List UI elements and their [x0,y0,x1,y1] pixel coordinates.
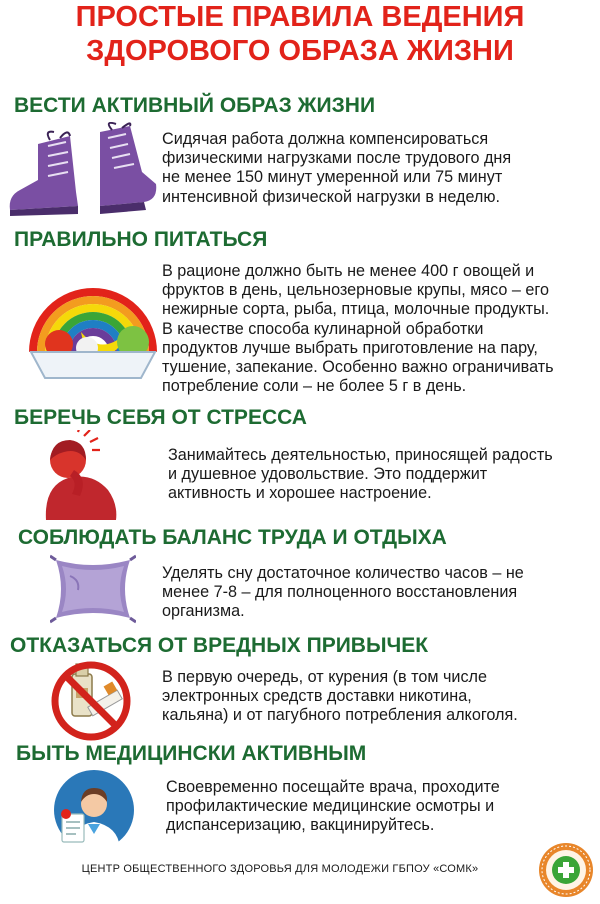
pillow-icon [50,554,136,624]
text-line: менее 7-8 – для полноценного восстановления [162,583,518,602]
section-heading-nutrition: ПРАВИЛЬНО ПИТАТЬСЯ [14,228,268,251]
section-heading-medical: БЫТЬ МЕДИЦИНСКИ АКТИВНЫМ [16,742,367,765]
text-line: В качестве способа кулинарной обработки [162,319,484,338]
text-line: не менее 150 минут умеренной или 75 минут [162,168,503,187]
text-line: и душевное удовольствие. Это поддержит [168,465,488,484]
page-title-line-1: ПРОСТЫЕ ПРАВИЛА ВЕДЕНИЯ [75,1,525,33]
section-text-work-rest [162,564,524,622]
text-line: профилактические медицинские осмотры и [166,797,495,816]
text-line: продуктов лучше выбрать приготовление на пару, [162,338,538,357]
text-line: потребление соли – не более 5 г в день. [162,377,467,396]
footer-organization: ЦЕНТР ОБЩЕСТВЕННОГО ЗДОРОВЬЯ ДЛЯ МОЛОДЕЖИ ГБПОУ «СОМК» [81,863,479,875]
no-smoking-drinking-icon [50,660,132,742]
text-line: Занимайтесь деятельностью, приносящей радость [168,446,553,464]
section-heading-stress: БЕРЕЧЬ СЕБЯ ОТ СТРЕССА [14,406,307,429]
text-line: Своевременно посещайте врача, проходите [166,778,500,796]
boots-icon [8,122,158,222]
section-heading-work-rest: СОБЛЮДАТЬ БАЛАНС ТРУДА И ОТДЫХА [18,526,447,549]
section-text-stress [168,446,553,504]
page-title [0,0,600,68]
text-line: кальяна) и от пагубного потребления алкоголя. [162,706,518,725]
section-text-nutrition [162,262,554,396]
section-text-bad-habits [162,668,518,726]
text-line: активность и хорошее настроение. [168,484,432,503]
section-text-active-lifestyle [162,130,511,207]
text-line: диспансеризацию, вакцинируйтесь. [166,816,435,835]
section-heading-bad-habits: ОТКАЗАТЬСЯ ОТ ВРЕДНЫХ ПРИВЫЧЕК [10,634,429,657]
text-line: Сидячая работа должна компенсироваться [162,130,489,148]
text-line: Уделять сну достаточное количество часов – не [162,564,524,582]
page-title-line-2: ЗДОРОВОГО ОБРАЗА ЖИЗНИ [86,35,514,67]
section-heading-active-lifestyle: ВЕСТИ АКТИВНЫЙ ОБРАЗ ЖИЗНИ [14,94,376,117]
text-line: организма. [162,602,245,621]
stressed-person-icon [38,430,120,520]
text-line: физическими нагрузками после трудового дня [162,149,512,168]
text-line: нежирные сорта, рыба, птица, молочные продукты. [162,300,550,319]
text-line: В первую очередь, от курения (в том числе [162,668,487,686]
doctor-icon [52,768,136,852]
center-logo-icon [538,842,594,898]
text-line: фруктов в день, цельнозерновые крупы, мясо – его [162,281,549,300]
text-line: тушение, запекание. Особенно важно ограничивать [162,358,554,377]
text-line: электронных средств доставки никотина, [162,687,472,706]
text-line: интенсивной физической нагрузки в неделю. [162,187,501,206]
text-line: В рационе должно быть не менее 400 г овощей и [162,262,535,280]
rainbow-food-bowl-icon [25,282,160,382]
section-text-medical [166,778,500,836]
